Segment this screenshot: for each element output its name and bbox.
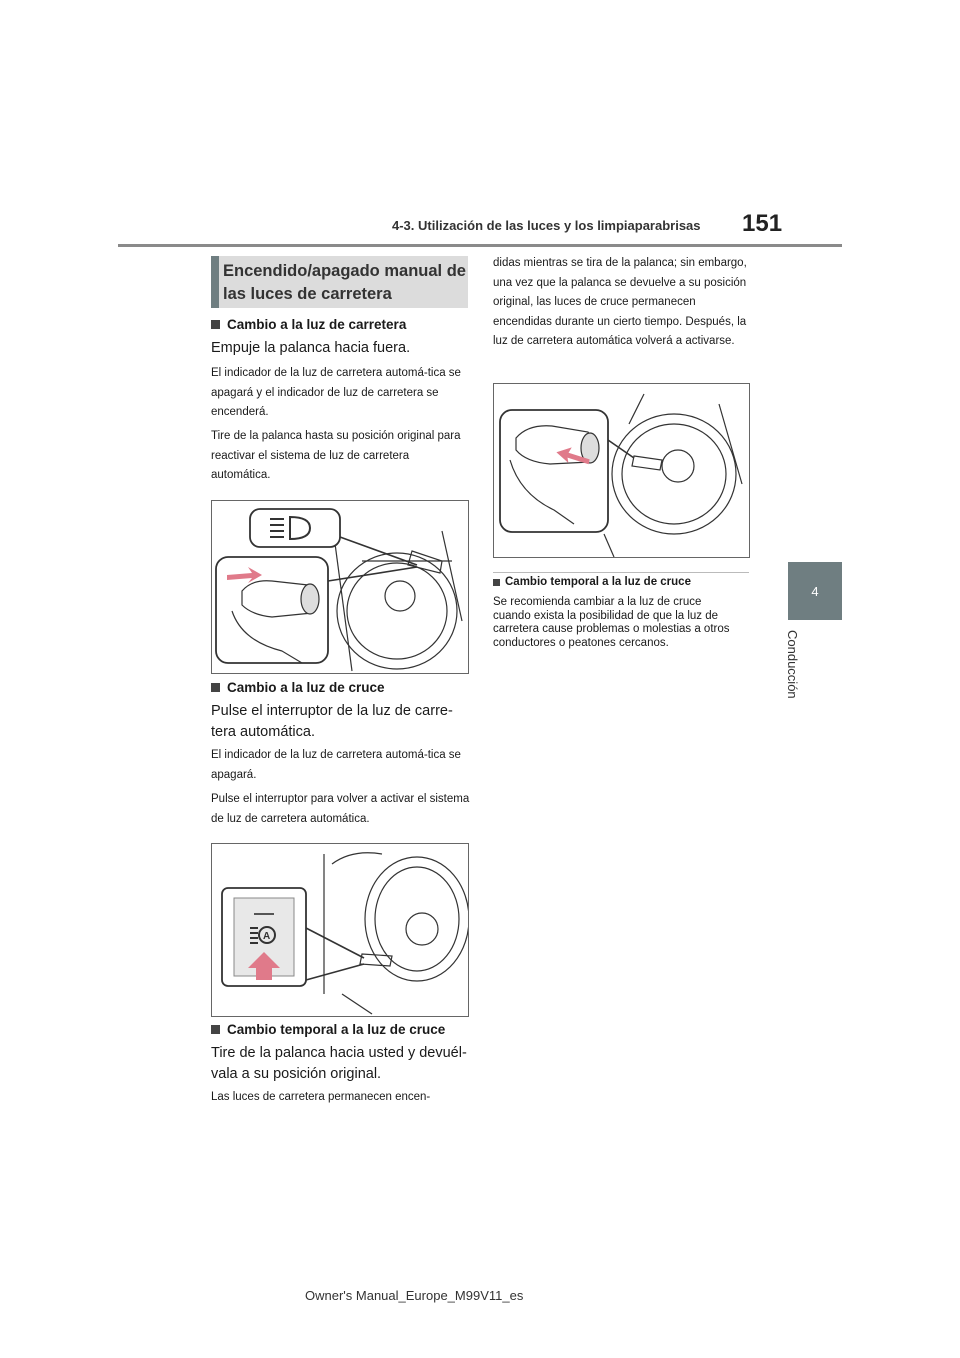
section-heading-box: [211, 256, 468, 308]
header-section-title: 4-3. Utilización de las luces y los limpiaparabrisas: [392, 218, 701, 233]
section-heading-title: Encendido/apagado manual de las luces de carretera: [223, 262, 466, 303]
heading-low-beam-text: Cambio a la luz de cruce: [227, 680, 385, 695]
heading-temp-low-beam: [211, 1022, 445, 1037]
figure-lever-pull: [493, 383, 750, 558]
heading-note-temp-low-beam-text: Cambio temporal a la luz de cruce: [505, 576, 691, 588]
paragraph-low-beam-2: Pulse el interruptor para volver a activar el sistema de luz de carretera automática.: [211, 793, 470, 825]
heading-note-temp-low-beam: [493, 576, 691, 588]
paragraph-note: Se recomienda cambiar a la luz de cruce cuando exista la posibilidad de que la luz de carretera cause problemas o molestias a otros conductores o peatones cercanos.: [493, 596, 730, 649]
paragraph-temp-low-beam: Las luces de carretera permanecen encen-: [211, 1091, 431, 1103]
figure-auto-switch: [211, 843, 469, 1017]
heading-high-beam: [211, 317, 406, 332]
heading-low-beam: [211, 680, 385, 695]
note-divider: [493, 572, 749, 573]
paragraph-high-beam-1: El indicador de la luz de carretera automá-tica se apagará y el indicador de luz de carretera se encenderá.: [211, 367, 461, 418]
bullet-square-icon: [211, 320, 220, 329]
lead-high-beam: Empuje la palanca hacia fuera.: [211, 340, 411, 356]
footer-text: Owner's Manual_Europe_M99V11_es: [305, 1288, 524, 1303]
bullet-square-icon: [493, 579, 500, 586]
chapter-tab[interactable]: [788, 562, 842, 620]
chapter-label: [786, 630, 804, 740]
section-heading-bar: [211, 256, 219, 308]
header-divider: [118, 244, 842, 247]
paragraph-high-beam-2: Tire de la palanca hasta su posición original para reactivar el sistema de luz de carretera automática.: [211, 430, 461, 481]
bullet-square-icon: [211, 683, 220, 692]
lead-low-beam: Pulse el interruptor de la luz de carre-tera automática.: [211, 703, 453, 740]
lead-temp-low-beam: Tire de la palanca hacia usted y devuél-vala a su posición original.: [211, 1045, 467, 1082]
bullet-square-icon: [211, 1025, 220, 1034]
paragraph-right-continued: didas mientras se tira de la palanca; sin embargo, una vez que la palanca se devuelve a su posición original, las luces de cruce permanecen encendidas durante un cierto tiempo. Después, la luz de carretera automática volverá a activarse.: [493, 257, 747, 347]
paragraph-low-beam-1: El indicador de la luz de carretera automá-tica se apagará.: [211, 749, 461, 781]
heading-high-beam-text: Cambio a la luz de carretera: [227, 317, 407, 332]
heading-temp-low-beam-text: Cambio temporal a la luz de cruce: [227, 1022, 446, 1037]
page-number: 151: [742, 210, 783, 237]
chapter-label-text: Conducción: [785, 630, 800, 699]
svg-text:A: A: [263, 931, 271, 942]
chapter-number: 4: [811, 583, 819, 599]
figure-lever-push: [211, 500, 469, 674]
